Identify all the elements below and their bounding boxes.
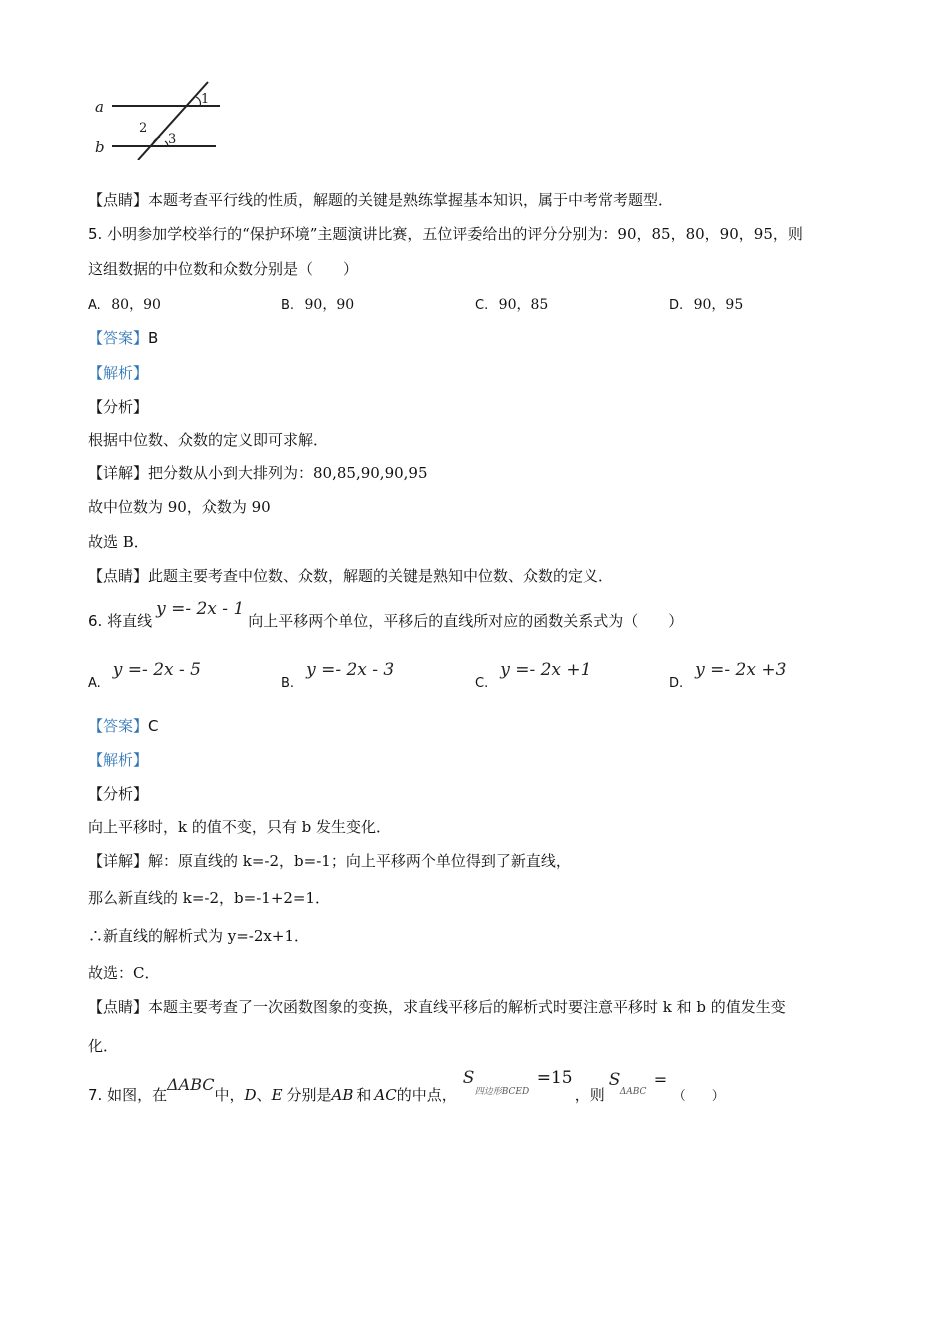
q5-option-c-letter: C. <box>475 298 489 313</box>
q6-answer <box>88 716 159 736</box>
q6-option-b <box>281 660 395 691</box>
q6-answer-tag: 【答案】 <box>88 717 149 735</box>
q7-and: 和 <box>356 1086 372 1104</box>
q5-analysis-tag: 【解析】 <box>88 364 149 382</box>
q5-answer-tag: 【答案】 <box>88 329 149 347</box>
q6-number: 6 <box>88 612 98 630</box>
q7-area-expression <box>457 1068 575 1100</box>
q5-option-d <box>669 294 743 314</box>
q7-pre: . 如图，在 <box>97 1086 168 1104</box>
q6-option-b-letter: B. <box>281 676 295 691</box>
q7-E: E <box>271 1086 283 1104</box>
q5-number: 5 <box>88 225 98 243</box>
q7-AB: AB <box>331 1086 354 1104</box>
q5-option-c-text: 90，85 <box>498 297 549 313</box>
q5-option-a <box>88 294 161 314</box>
q6-option-d-letter: D. <box>669 676 684 691</box>
angle1-arc <box>196 97 200 106</box>
q6-fenxi-text: 向上平移时，k 的值不变，只有 b 发生变化． <box>88 818 391 836</box>
q6-option-a <box>88 660 201 691</box>
q5-stem-line2: 这组数据的中位数和众数分别是（ ） <box>88 260 359 278</box>
q6-detail2: 那么新直线的 k=-2，b=-1+2=1． <box>88 889 331 907</box>
q6-option-d <box>669 660 787 691</box>
angle1-label: 1 <box>201 92 210 107</box>
q5-comment: 【点睛】此题主要考查中位数、众数，解题的关键是熟知中位数、众数的定义． <box>88 567 614 585</box>
q7-D: D <box>244 1086 257 1104</box>
q7-paren: （ ） <box>672 1089 725 1104</box>
q6-stem-post: 向上平移两个单位，平移后的直线所对应的函数关系式为（ ） <box>248 612 684 630</box>
q7-S2-subscript: ΔABC <box>619 1087 647 1097</box>
q5-option-c <box>475 294 548 314</box>
q7-number: 7 <box>88 1086 98 1104</box>
q5-fenxi-text: 根据中位数、众数的定义即可求解． <box>88 431 329 449</box>
q4-comment: 【点睛】本题考查平行线的性质，解题的关键是熟练掌握基本知识，属于中考常考题型． <box>88 191 674 209</box>
q5-stem-text: . 小明参加学校举行的“保护环境”主题演讲比赛，五位评委给出的评分分别为：90，85，80，90，95，则 <box>97 225 803 243</box>
q6-option-c-math: y =- 2x +1 <box>500 660 592 680</box>
q6-option-d-math: y =- 2x +3 <box>695 660 787 680</box>
q6-answer-value: C <box>148 717 159 735</box>
q7-AC: AC <box>374 1086 397 1104</box>
q5-option-b-letter: B. <box>281 298 295 313</box>
q5-option-d-letter: D. <box>669 298 684 313</box>
angle2-label: 2 <box>139 121 148 136</box>
angle2-arc <box>152 137 160 146</box>
q7-mid1: 中， <box>214 1086 245 1104</box>
q6-detail3: ∴新直线的解析式为 y=-2x+1． <box>88 927 309 945</box>
q6-option-a-math: y =- 2x - 5 <box>112 660 201 680</box>
q6-stem-pre: . 将直线 <box>97 612 153 630</box>
q5-option-d-text: 90，95 <box>693 297 744 313</box>
q5-option-b <box>281 294 354 314</box>
q5-detail3: 故选 B． <box>88 533 149 551</box>
angle3-label: 3 <box>168 132 177 147</box>
q6-comment-line2: 化． <box>88 1037 119 1055</box>
q7-eq: = <box>653 1070 668 1089</box>
label-a: a <box>95 98 104 116</box>
q7-S2: S <box>608 1070 621 1090</box>
q5-fenxi-tag: 【分析】 <box>88 398 149 416</box>
label-b: b <box>95 138 105 156</box>
transversal-line <box>138 82 208 160</box>
q6-stem-math: y =- 2x - 1 <box>156 599 245 619</box>
q5-option-a-text: 80，90 <box>111 297 161 313</box>
q7-eq15: =15 <box>536 1068 573 1088</box>
q6-detail: 【详解】解：原直线的 k=-2，b=-1；向上平移两个单位得到了新直线， <box>88 852 571 870</box>
q5-stem-line1 <box>88 224 803 244</box>
q6-option-c <box>475 660 592 691</box>
q5-answer-value: B <box>148 329 159 347</box>
parallel-lines-figure <box>90 78 230 160</box>
q6-option-c-letter: C. <box>475 676 489 691</box>
q6-option-a-letter: A. <box>88 676 101 691</box>
q5-detail: 【详解】把分数从小到大排列为：80,85,90,90,95 <box>88 464 428 482</box>
q6-detail4: 故选：C． <box>88 964 160 982</box>
q6-option-b-math: y =- 2x - 3 <box>306 660 395 680</box>
q6-fenxi-tag: 【分析】 <box>88 785 149 803</box>
q6-comment-line1: 【点睛】本题主要考查了一次函数图象的变换，求直线平移后的解析式时要注意平移时 k 和 b 的值发生变 <box>88 998 786 1016</box>
q7-mid3: 的中点， <box>396 1086 457 1104</box>
q5-option-a-letter: A. <box>88 298 101 313</box>
q7-S: S <box>462 1068 475 1088</box>
q5-answer <box>88 328 158 348</box>
q7-then: ，则 <box>574 1086 605 1104</box>
q7-target-expression <box>605 1070 673 1100</box>
q5-detail2: 故中位数为 90，众数为 90 <box>88 498 271 516</box>
q7-sep: 、 <box>256 1086 272 1104</box>
q7-S-subscript: 四边形BCED <box>474 1087 530 1097</box>
q7-mid2: 分别是 <box>286 1086 332 1104</box>
q6-stem <box>88 599 684 631</box>
q6-analysis-tag: 【解析】 <box>88 751 149 769</box>
q5-option-b-text: 90，90 <box>304 297 355 313</box>
q7-stem <box>88 1068 725 1107</box>
q7-triangle: ΔABC <box>167 1075 215 1094</box>
